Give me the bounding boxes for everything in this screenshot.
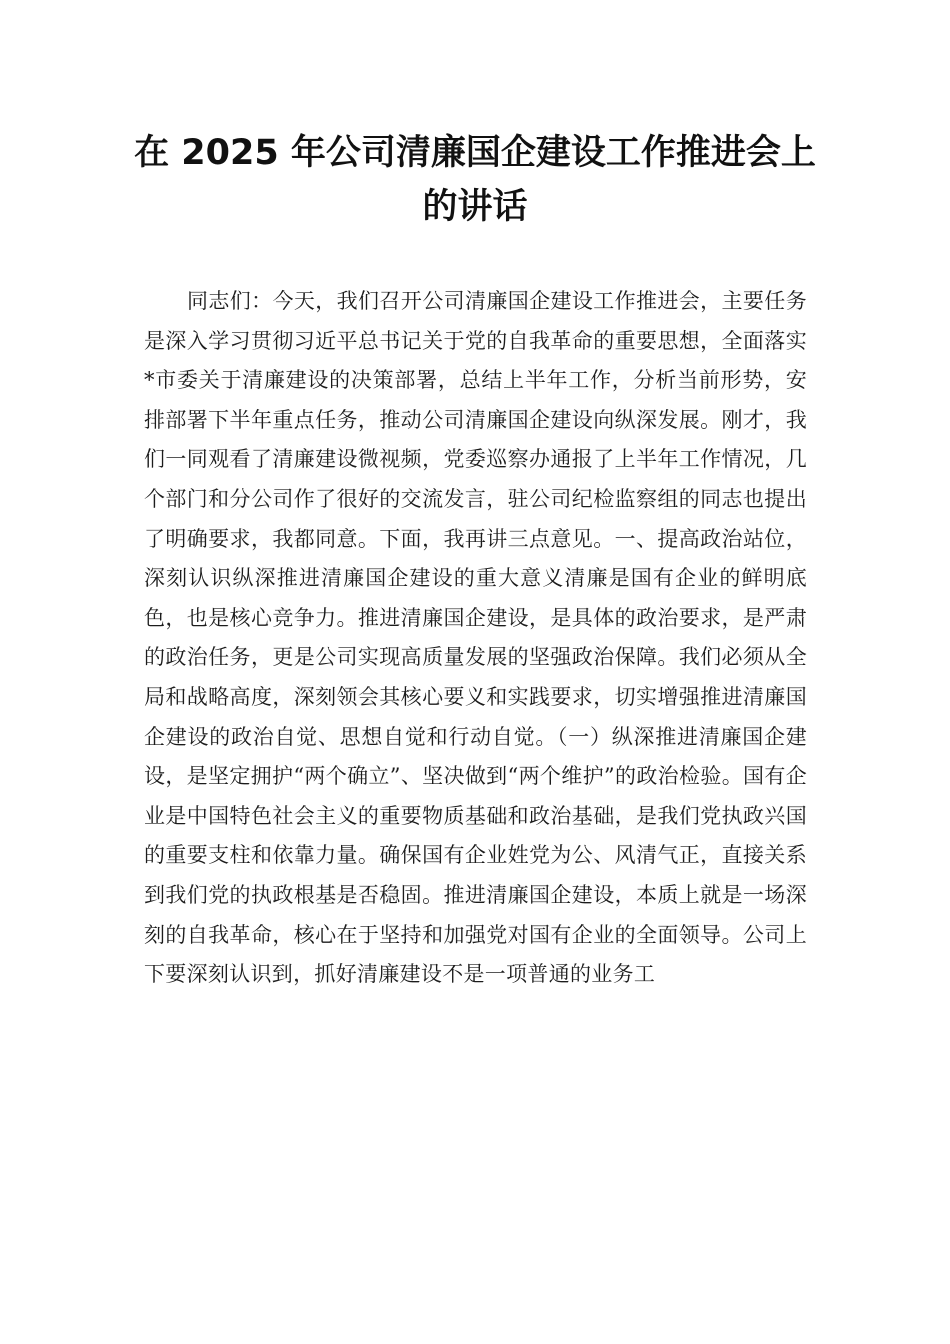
- document-title: 在 2025 年公司清廉国企建设工作推进会上的讲话: [134, 133, 816, 227]
- speech-body-paragraph: 同志们：今天，我们召开公司清廉国企建设工作推进会，主要任务是深入学习贯彻习近平总书记关于党的自我革命的重要思想，全面落实*市委关于清廉建设的决策部署，总结上半年工作，分析当前形势，安排部署下半年重点任务，推动公司清廉国企建设向纵深发展。刚才，我们一同观看了清廉建设微视频，党委巡察办通报了上半年工作情况，几个部门和分公司作了很好的交流发言，驻公司纪检监察组的同志也提出了明确要求，我都同意。下面，我再讲三点意见。一、提高政治站位，深刻认识纵深推进清廉国企建设的重大意义清廉是国有企业的鲜明底色，也是核心竞争力。推进清廉国企建设，是具体的政治要求，是严肃的政治任务，更是公司实现高质量发展的坚强政治保障。我们必须从全局和战略高度，深刻领会其核心要义和实践要求，切实增强推进清廉国企建设的政治自觉、思想自觉和行动自觉。（一）纵深推进清廉国企建设，是坚定拥护“两个确立”、坚决做到“两个维护”的政治检验。国有企业是中国特色社会主义的重要物质基础和政治基础，是我们党执政兴国的重要支柱和依靠力量。确保国有企业姓党为公、风清气正，直接关系到我们党的执政根基是否稳固。推进清廉国企建设，本质上就是一场深刻的自我革命，核心在于坚持和加强党对国有企业的全面领导。公司上下要深刻认识到，抓好清廉建设不是一项普通的业务工: [144, 289, 807, 987]
